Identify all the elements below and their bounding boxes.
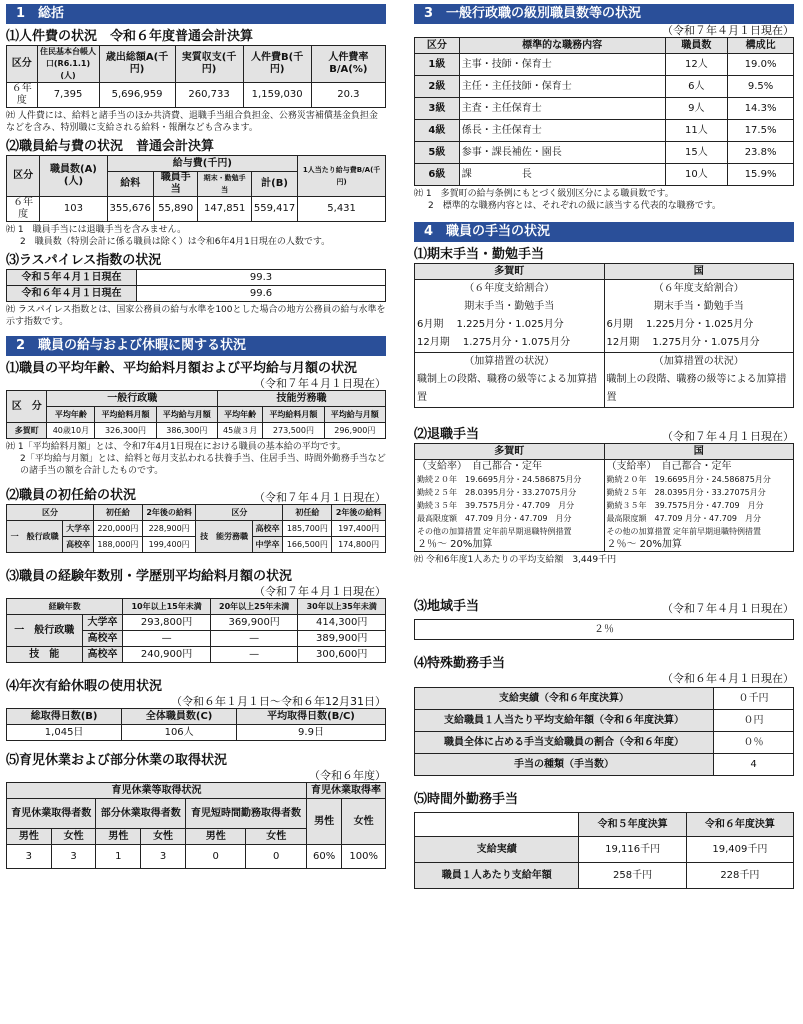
salary-cost-table: 区分 職員数(A)(人) 給与費(千円) 1人当たり給与費B/A(千円) 給料 職員手当 期末・勤勉手当 計(B) ６年度 103 355,676 55,890 147,851 559,417 5,431 xyxy=(6,155,386,222)
retirement-table: 多賀町 国 （支給率） 自己都合・定年 勤続２０年 19.6695月分・24.586875月分 勤続２５年 28.0395月分・33.27075月分 勤続３５年 39.7575月分・47.709 月分 最高限度額 47.709 月分・47.709 月分 その他の加算措置 定年前早期退職特例措置 ２％～ 20%加算 （支給率） 自己都合・定年 勤続２０年 19.6695月分・24.586875月分 勤続２５年 28.0395月分・33.27075月分 勤続３５年 39.7575月分・47.709 月分 最高限度額 47.709 月分・47.709 月分 その他の加算措置 定年前早期退職特例措置 ２％～ 20%加算 xyxy=(414,443,794,552)
childcare-leave-table: 育児休業等取得状況 育児休業取得率 育児休業取得者数 部分休業取得者数 育児短時間勤務取得者数 男性 女性 男性 女性 男性 女性 男性 女性 3 3 1 3 0 0 60% 100% xyxy=(6,782,386,869)
salary-cost-title: ⑵職員給与費の状況 普通会計決算 xyxy=(6,139,215,154)
experience-salary-date: （令和７年４月１日現在） xyxy=(254,585,386,598)
section-4-header: 4 職員の手当の状況 xyxy=(414,222,794,242)
starting-salary-heading: ⑵職員の初任給の状況 （令和７年４月１日現在） xyxy=(6,488,386,504)
personnel-cost-table: 区分 住民基本台帳人口(R6.1.1)(人) 歳出総額A(千円) 実質収支(千円) 人件費B(千円) 人件費率B/A(%) ６年度 7,395 5,696,959 260,733 1,159,030 20.3 xyxy=(6,45,386,108)
grade-note: ㈳ 1 多賀町の給与条例にもとづく級別区分による職員数です。 2 標準的な職務内容とは、それぞれの級に該当する代表的な職務です。 xyxy=(414,189,722,211)
retirement-note: ㈳ 令和6年度1人あたりの平均支給額 3,449千円 xyxy=(414,555,617,565)
childcare-leave-date: （令和６年度） xyxy=(309,769,386,782)
section-1-header: 1 総括 xyxy=(6,4,386,24)
bonus-title: ⑴期末手当・勤勉手当 xyxy=(414,247,545,262)
grade-date: （令和７年４月１日現在） xyxy=(662,24,794,37)
laspeyres-table: 令和５年４月１日現在 99.3 令和６年４月１日現在 99.6 xyxy=(6,269,386,302)
experience-salary-title: ⑶職員の経験年数別・学歴別平均給料月額の状況 xyxy=(6,569,293,584)
paid-leave-title: ⑷年次有給休暇の使用状況 xyxy=(6,679,163,694)
paid-leave-date: （令和６年１月１日～令和６年12月31日） xyxy=(171,695,386,708)
avg-salary-date: （令和７年４月１日現在） xyxy=(254,377,386,390)
personnel-cost-title: ⑴人件費の状況 令和６年度普通会計決算 xyxy=(6,29,254,44)
avg-salary-note: ㈳ 1「平均給料月額」とは、令和7年4月1日現在における職員の基本給の平均です。 2「平均給与月額」とは、給料と毎月支払われる扶養手当、住居手当、時間外勤務手当などの諸手当の額を合計したものです。 xyxy=(6,442,386,476)
personnel-cost-note: ㈳ 人件費には、給料と諸手当のほか共済費、退職手当組合負担金、公務災害補償基金負担金などを含み、特別職に支給される給料・報酬なども含みます。 xyxy=(6,111,378,133)
grade-table: 区分 標準的な職務内容 職員数 構成比 1級 主事・技師・保育士 12人 19.0% 2級 主任・主任技師・保育士 6人 9.5% 3級 主査・主任保育士 9人 14.3% 4級 係長・主任保育士 11人 17.5% 5級 参事・課長補佐・園長 15人 23.8% 6級 課 長 10人 15.9% xyxy=(414,37,794,186)
laspeyres-note: ㈳ ラスパイレス指数とは、国家公務員の給与水準を100とした場合の地方公務員の給与水準を示す指数です。 xyxy=(6,305,386,327)
starting-salary-table: 区分 初任給 2年後の給料 区分 初任給 2年後の給料 一 般行政職 大学卒 220,000円 228,900円 技 能労務職 高校卒 185,700円 197,400円 高校卒 188,000円 199,400円 中学卒 166,500円 174,800円 xyxy=(6,504,386,553)
section-2-header: 2 職員の給与および休暇に関する状況 xyxy=(6,336,386,356)
childcare-leave-title: ⑸育児休業および部分休業の取得状況 xyxy=(6,753,228,768)
left-column xyxy=(6,0,386,869)
salary-cost-note: ㈳ 1 職員手当には退職手当を含みません。 2 職員数（特別会計に係る職員は除く）は令和6年4月1日現在の人数です。 xyxy=(6,225,331,247)
regional-allowance-table: ２％ xyxy=(414,619,794,640)
avg-salary-title: ⑴職員の平均年齢、平均給料月額および平均給与月額の状況 xyxy=(6,361,358,376)
retirement-town-cell: （支給率） 自己都合・定年 勤続２０年 19.6695月分・24.586875月分 勤続２５年 28.0395月分・33.27075月分 勤続３５年 39.7575月分・47.709 月分 最高限度額 47.709 月分・47.709 月分 その他の加算措置 定年前早期退職特例措置 ２％～ 20%加算 xyxy=(415,460,605,552)
overtime-table: 令和５年度決算 令和６年度決算 支給実績 19,116千円 19,409千円 職員１人あたり支給年額 258千円 228千円 xyxy=(414,812,794,889)
retirement-heading: ⑵退職手当 （令和７年４月１日現在） xyxy=(414,427,794,443)
special-allowance-title: ⑷特殊勤務手当 xyxy=(414,656,506,671)
bonus-national-cell: （６年度支給割合） 期末手当・勤勉手当 6月期 1.225月分・1.025月分 12月期 1.275月分・1.075月分 （加算措置の状況） 職制上の段階、職務の級等による加算措置 xyxy=(604,280,794,408)
bonus-town-cell: （６年度支給割合） 期末手当・勤勉手当 6月期 1.225月分・1.025月分 12月期 1.275月分・1.075月分 （加算措置の状況） 職制上の段階、職務の級等による加算措置 xyxy=(415,280,605,408)
special-allowance-date: （令和６年４月１日現在） xyxy=(662,672,794,685)
avg-salary-table: 区 分 一般行政職 技能労務職 平均年齢 平均給料月額 平均給与月額 平均年齢 平均給料月額 平均給与月額 多賀町 40歳10月 326,300円 386,300円 45歳３月 273,500円 296,900円 xyxy=(6,390,386,439)
regional-allowance-heading: ⑶地域手当 （令和７年４月１日現在） xyxy=(414,599,794,615)
experience-salary-table: 経験年数 10年以上15年未満 20年以上25年未満 30年以上35年未満 一 般行政職 大学卒 293,800円 369,900円 414,300円 高校卒 — — 389,900円 技 能 高校卒 240,900円 — 300,600円 xyxy=(6,598,386,663)
bonus-table: 多賀町 国 （６年度支給割合） 期末手当・勤勉手当 6月期 1.225月分・1.025月分 12月期 1.275月分・1.075月分 （加算措置の状況） 職制上の段階、職務の級等による加算措置 （６年度支給割合） 期末手当・勤勉手当 6月期 1.225月分・1.025月分 12月期 1.275月分・1.075月分 （加算措置の状況） 職制上の段階、職務の級等による加算措置 xyxy=(414,263,794,408)
paid-leave-table: 総取得日数(B) 全体職員数(C) 平均取得日数(B/C) 1,045日 106人 9.9日 xyxy=(6,708,386,741)
retirement-national-cell: （支給率） 自己都合・定年 勤続２０年 19.6695月分・24.586875月分 勤続２５年 28.0395月分・33.27075月分 勤続３５年 39.7575月分・47.709 月分 最高限度額 47.709 月分・47.709 月分 その他の加算措置 定年前早期退職特例措置 ２％～ 20%加算 xyxy=(604,460,794,552)
overtime-title: ⑸時間外勤務手当 xyxy=(414,792,519,807)
section-3-header: 3 一般行政職の級別職員数等の状況 xyxy=(414,4,794,24)
laspeyres-title: ⑶ラスパイレス指数の状況 xyxy=(6,253,162,268)
right-column xyxy=(414,0,794,889)
special-allowance-table: 支給実績（令和６年度決算） ０千円 支給職員１人当たり平均支給年額（令和６年度決算） ０円 職員全体に占める手当支給職員の割合（令和６年度） ０％ 手当の種類（手当数） 4 xyxy=(414,687,794,776)
